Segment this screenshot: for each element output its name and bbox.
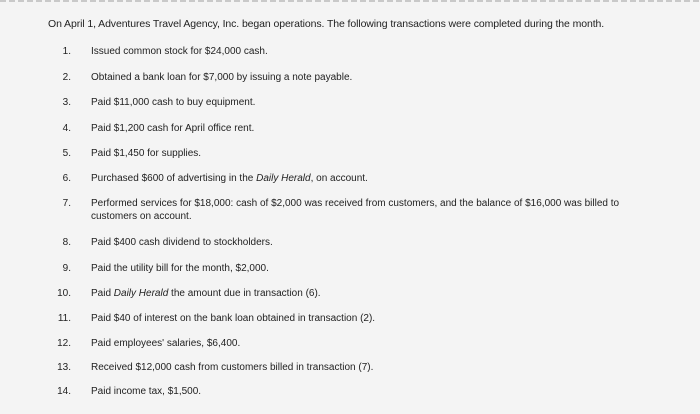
- transaction-number: 10.: [57, 288, 71, 299]
- intro-text: On April 1, Adventures Travel Agency, Inc. began operations. The following transactions were completed during the month.: [48, 18, 605, 30]
- transaction-number: 8.: [62, 237, 71, 248]
- transaction-number: 2.: [62, 72, 71, 83]
- transaction-text: Received $12,000 cash from customers billed in transaction (7).: [91, 362, 374, 373]
- transaction-number: 1.: [62, 46, 71, 57]
- transaction-number: 9.: [62, 263, 71, 274]
- transaction-text: Paid $1,200 cash for April office rent.: [91, 123, 255, 134]
- transaction-number: 3.: [62, 97, 71, 108]
- transaction-text: Paid $11,000 cash to buy equipment.: [91, 97, 256, 108]
- newspaper-name: Daily Herald: [113, 288, 169, 299]
- transaction-text: Paid Daily Herald the amount due in transaction (6).: [91, 288, 321, 299]
- transaction-text: Performed services for $18,000: cash of $2,000 was received from customers, and the balance of $16,000 was billed to customers on account.: [91, 198, 620, 222]
- transaction-number: 12.: [57, 338, 71, 349]
- transaction-number: 11.: [57, 313, 71, 324]
- transaction-text: Paid $40 of interest on the bank loan obtained in transaction (2).: [91, 313, 376, 324]
- transaction-number: 4.: [62, 123, 71, 134]
- transaction-number: 5.: [62, 148, 71, 159]
- transaction-text: Issued common stock for $24,000 cash.: [91, 46, 268, 57]
- transaction-text: Paid the utility bill for the month, $2,000.: [91, 263, 269, 274]
- transaction-number: 7.: [62, 198, 71, 209]
- transaction-number: 14.: [57, 386, 71, 397]
- transaction-text: Paid employees' salaries, $6,400.: [91, 338, 241, 349]
- transaction-text: Paid $400 cash dividend to stockholders.: [91, 237, 273, 248]
- transaction-text: Paid income tax, $1,500.: [91, 386, 202, 397]
- transaction-text: Purchased $600 of advertising in the Daily Herald, on account.: [91, 173, 368, 184]
- transaction-number: 6.: [62, 173, 71, 184]
- transaction-text: Paid $1,450 for supplies.: [91, 148, 202, 159]
- transaction-text: Obtained a bank loan for $7,000 by issuing a note payable.: [91, 72, 353, 83]
- newspaper-name: Daily Herald: [256, 173, 311, 184]
- transaction-number: 13.: [57, 362, 71, 373]
